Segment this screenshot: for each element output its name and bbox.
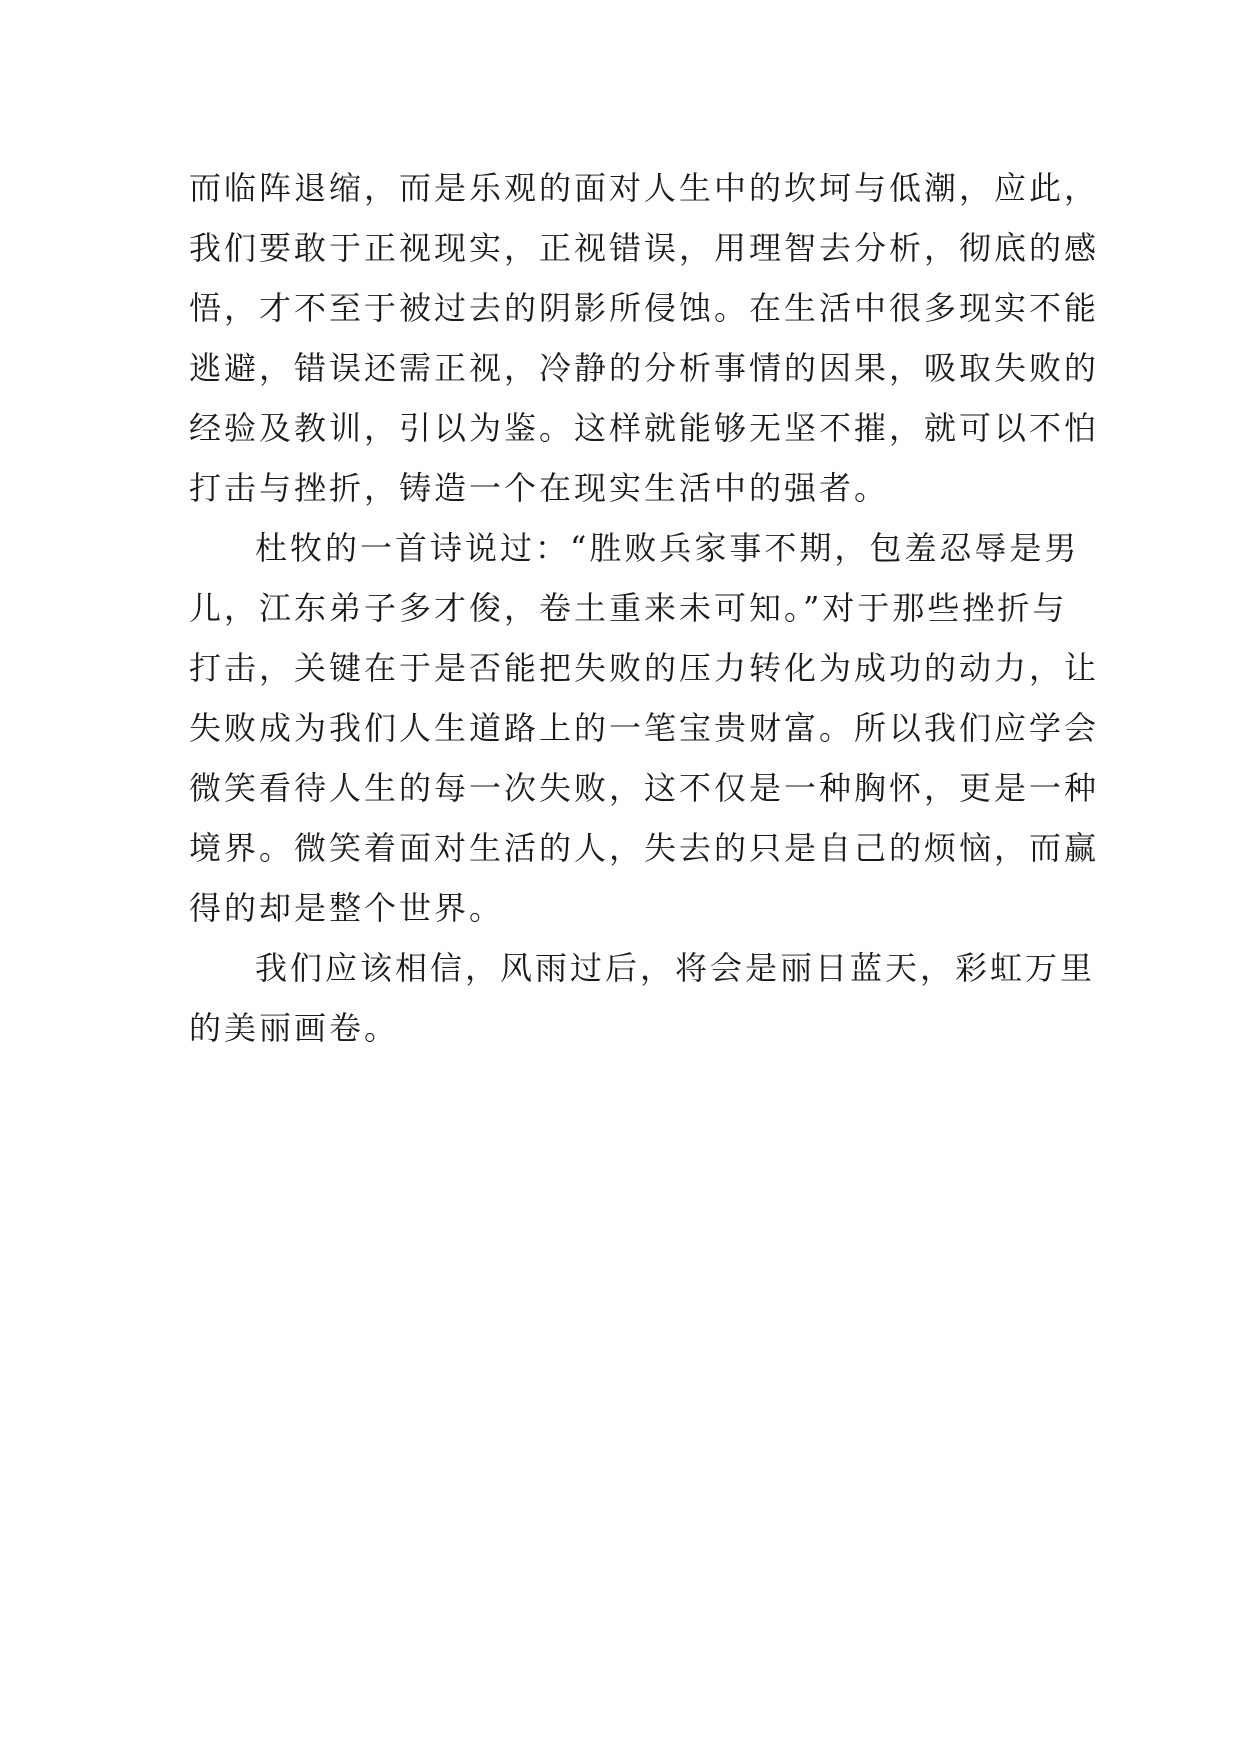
document-body xyxy=(189,158,1100,1058)
text-line: 逃避，错误还需正视，冷静的分析事情的因果，吸取失败的 xyxy=(189,349,1100,387)
text-line: 悟，才不至于被过去的阴影所侵蚀。在生活中很多现实不能 xyxy=(189,289,1100,327)
paragraph-start-line: 我们应该相信，风雨过后，将会是丽日蓝天，彩虹万里 xyxy=(255,949,1096,987)
text-line: 经验及教训，引以为鉴。这样就能够无坚不摧，就可以不怕 xyxy=(189,409,1100,447)
text-line: 得的却是整个世界。 xyxy=(189,889,505,927)
text-line: 失败成为我们人生道路上的一笔宝贵财富。所以我们应学会 xyxy=(189,709,1100,747)
text-line: 儿，江东弟子多才俊，卷土重来未可知。”对于那些挫折与 xyxy=(189,589,1068,627)
text-line: 微笑看待人生的每一次失败，这不仅是一种胸怀，更是一种 xyxy=(189,769,1100,807)
text-line: 境界。微笑着面对生活的人，失去的只是自己的烦恼，而赢 xyxy=(189,829,1100,867)
text-line: 而临阵退缩，而是乐观的面对人生中的坎坷与低潮，应此， xyxy=(189,169,1100,207)
text-line: 打击与挫折，铸造一个在现实生活中的强者。 xyxy=(189,469,890,507)
paragraph-start-line: 杜牧的一首诗说过：“胜败兵家事不期，包羞忍辱是男 xyxy=(255,529,1080,567)
text-line: 的美丽画卷。 xyxy=(189,1009,400,1047)
text-line: 我们要敢于正视现实，正视错误，用理智去分析，彻底的感 xyxy=(189,229,1100,267)
text-line: 打击，关键在于是否能把失败的压力转化为成功的动力，让 xyxy=(189,649,1100,687)
